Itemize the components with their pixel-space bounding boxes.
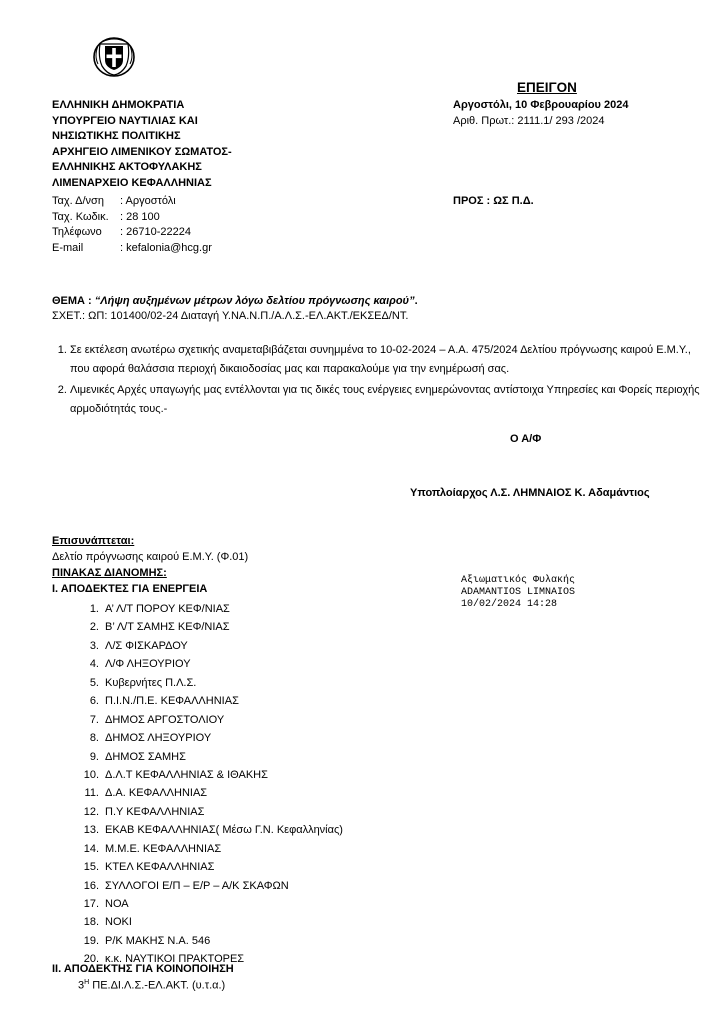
subject-label: ΘΕΜΑ : (52, 295, 95, 307)
issuing-authority (52, 98, 232, 191)
org-line: ΑΡΧΗΓΕΙΟ ΛΙΜΕΝΙΚΟΥ ΣΩΜΑΤΟΣ- (52, 145, 232, 158)
list-item: 20. κ.κ. ΝΑΥΤΙΚΟΙ ΠΡΑΚΤΟΡΕΣ (83, 953, 245, 966)
list-item: 2. Β’ Λ/Τ ΣΑΜΗΣ ΚΕΦ/ΝΙΑΣ (89, 621, 230, 634)
cc-ordinal: Η (84, 979, 90, 986)
list-item: 4. Λ/Φ ΛΗΞΟΥΡΙΟΥ (89, 658, 191, 671)
list-item: 9. ΔΗΜΟΣ ΣΑΜΗΣ (89, 750, 186, 763)
digital-signature-line: ADAMANTIOS LIMNAIOS (461, 587, 576, 598)
attachment-item: Δελτίο πρόγνωσης καιρού Ε.Μ.Υ. (Φ.01) (52, 551, 249, 563)
list-item: 13. ΕΚΑΒ ΚΕΦΑΛΛΗΝΙΑΣ( Μέσω Γ.Ν. Κεφαλληνίας) (83, 824, 343, 837)
list-item: 7. ΔΗΜΟΣ ΑΡΓΟΣΤΟΛΙΟΥ (89, 713, 225, 726)
urgent-label: ΕΠΕΙΓΟΝ (517, 80, 577, 95)
distribution-list (77, 600, 343, 969)
recipient-to: ΠΡΟΣ : ΩΣ Π.Δ. (453, 195, 534, 207)
org-line: ΕΛΛΗΝΙΚΗ ΔΗΜΟΚΡΑΤΙΑ (52, 99, 185, 111)
body-point: 1. Σε εκτέλεση ανωτέρω σχετικής αναμεταβιβάζεται συνημμένα το 10-02-2024 – Α.Α. 475/2024 Δελτίου πρόγνωσης καιρού Ε.Μ.Υ., που αφορά θαλάσσια περιοχή δικαιοδοσίας μας και παρακαλούμε για την ενημέρωσή σας. (70, 341, 710, 378)
distribution-heading: ΠΙΝΑΚΑΣ ΔΙΑΝΟΜΗΣ: (52, 567, 167, 579)
body-point: 2. Λιμενικές Αρχές υπαγωγής μας εντέλλονται για τις δικές τους ενέργειες ενημερώνοντας αντίστοιχα Υπηρεσίες και Φορείς περιοχής αρμοδιότητάς τους.- (70, 381, 710, 418)
subject-end: . (414, 295, 418, 307)
signing-officer: Υποπλοίαρχος Λ.Σ. ΛΗΜΝΑΙΟΣ Κ. Αδαμάντιος (410, 487, 650, 499)
org-line: ΛΙΜΕΝΑΡΧΕΙΟ ΚΕΦΑΛΛΗΝΙΑΣ (52, 176, 212, 189)
contact-label: Ταχ. Κωδικ. (52, 210, 109, 223)
list-item: 12. Π.Υ ΚΕΦΑΛΛΗΝΙΑΣ (83, 805, 205, 818)
action-recipients-heading: Ι. ΑΠΟΔΕΚΤΕΣ ΓΙΑ ΕΝΕΡΓΕΙΑ (52, 583, 208, 595)
list-item: 10. Δ.Λ.Τ ΚΕΦΑΛΛΗΝΙΑΣ & ΙΘΑΚΗΣ (83, 768, 268, 781)
digital-signature-line: 10/02/2024 14:28 (461, 599, 558, 610)
subject-line (52, 295, 418, 307)
body-points (52, 341, 710, 421)
contact-value: : kefalonia@hcg.gr (120, 241, 212, 254)
contact-address (52, 194, 272, 210)
contact-label: E-mail (52, 241, 84, 254)
contact-value: : 28 100 (120, 210, 160, 223)
contact-value: : 26710-22224 (120, 226, 191, 238)
place-date: Αργοστόλι, 10 Φεβρουαρίου 2024 (453, 99, 629, 111)
cc-number: 3 (78, 979, 85, 992)
cc-recipient (78, 979, 225, 992)
contact-phone (52, 225, 272, 241)
attachments-heading: Επισυνάπτεται: (52, 535, 135, 547)
cc-recipients-heading: ΙΙ. ΑΠΟΔΕΚΤΗΣ ΓΙΑ ΚΟΙΝΟΠΟΙΗΣΗ (52, 963, 234, 975)
on-duty-officer-label: Ο Α/Φ (510, 433, 542, 445)
contact-label: Ταχ. Δ/νση (52, 195, 104, 207)
contact-email (52, 241, 272, 257)
list-item: 1. Α’ Λ/Τ ΠΟΡΟΥ ΚΕΦ/ΝΙΑΣ (89, 603, 230, 615)
greek-coat-of-arms-icon (92, 34, 136, 78)
list-item: 16. ΣΥΛΛΟΓΟΙ Ε/Π – Ε/Ρ – Α/Κ ΣΚΑΦΩΝ (83, 879, 289, 892)
contact-value: : Αργοστόλι (120, 195, 176, 207)
list-item: 5. Κυβερνήτες Π.Λ.Σ. (89, 676, 197, 689)
contact-postcode (52, 210, 272, 226)
list-item: 6. Π.Ι.Ν./Π.Ε. ΚΕΦΑΛΛΗΝΙΑΣ (89, 695, 239, 708)
reference-line: ΣΧΕΤ.: ΩΠ: 101400/02-24 Διαταγή Υ.ΝΑ.Ν.Π./Α.Λ.Σ.-ΕΛ.ΑΚΤ./ΕΚΣΕΔ/ΝΤ. (52, 310, 409, 322)
subject-text: “Λήψη αυξημένων μέτρων λόγω δελτίου πρόγνωσης καιρού” (94, 295, 415, 307)
digital-signature (461, 575, 575, 611)
list-item: 3. Λ/Σ ΦΙΣΚΑΡΔΟΥ (89, 639, 188, 652)
list-item: 15. ΚΤΕΛ ΚΕΦΑΛΛΗΝΙΑΣ (83, 861, 215, 874)
digital-signature-line: Αξιωματικός Φυλακής (461, 575, 576, 586)
list-item: 19. Ρ/Κ ΜΑΚΗΣ Ν.Α. 546 (83, 934, 211, 947)
org-line: ΝΗΣΙΩΤΙΚΗΣ ΠΟΛΙΤΙΚΗΣ (52, 130, 181, 142)
contact-block (52, 194, 272, 256)
org-line: ΥΠΟΥΡΓΕΙΟ ΝΑΥΤΙΛΙΑΣ ΚΑΙ (52, 114, 198, 127)
list-item: 18. ΝΟΚΙ (83, 916, 132, 929)
org-line: ΕΛΛΗΝΙΚΗΣ ΑΚΤΟΦΥΛΑΚΗΣ (52, 161, 202, 173)
cc-text: ΠΕ.ΔΙ.Λ.Σ.-ΕΛ.ΑΚΤ. (υ.τ.α.) (89, 979, 226, 992)
list-item: 14. Μ.Μ.Ε. ΚΕΦΑΛΛΗΝΙΑΣ (83, 842, 222, 855)
contact-label: Τηλέφωνο (52, 226, 102, 238)
list-item: 8. ΔΗΜΟΣ ΛΗΞΟΥΡΙΟΥ (89, 732, 212, 745)
list-item: 11. Δ.Α. ΚΕΦΑΛΛΗΝΙΑΣ (84, 787, 208, 800)
protocol-number: Αριθ. Πρωτ.: 2111.1/ 293 /2024 (453, 115, 605, 127)
list-item: 17. ΝΟΑ (83, 898, 129, 910)
